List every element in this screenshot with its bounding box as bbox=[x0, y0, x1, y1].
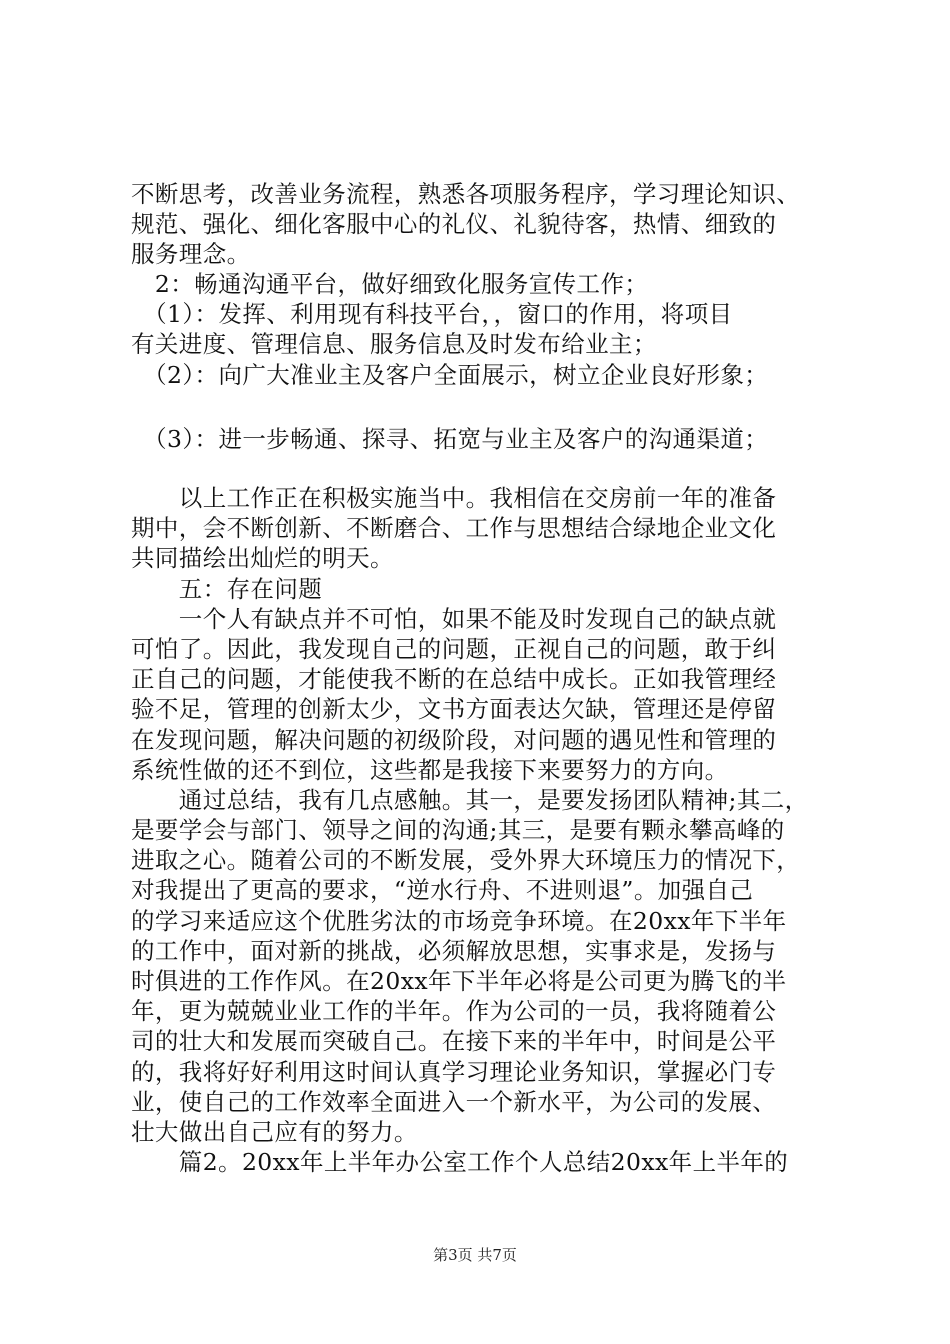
section-heading: 五：存在问题 bbox=[131, 575, 323, 603]
text-line: 壮大做出自己应有的努力。 bbox=[131, 1118, 418, 1146]
text-line: 一个人有缺点并不可怕，如果不能及时发现自己的缺点就 bbox=[131, 605, 777, 633]
page-number-footer: 第3页 共7页 bbox=[433, 1246, 517, 1264]
text-line: 期中，会不断创新、不断磨合、工作与思想结合绿地企业文化 bbox=[131, 514, 777, 542]
text-line: 2：畅通沟通平台，做好细致化服务宣传工作； bbox=[131, 270, 649, 298]
text-line: 时俱进的工作作风。在20xx年下半年必将是公司更为腾飞的半 bbox=[131, 967, 787, 995]
text-line: 系统性做的还不到位，这些都是我接下来要努力的方向。 bbox=[131, 756, 729, 784]
text-line: 司的壮大和发展而突破自己。在接下来的半年中，时间是公平 bbox=[131, 1027, 777, 1055]
text-line: （3）：进一步畅通、探寻、拓宽与业主及客户的沟通渠道； bbox=[131, 425, 769, 453]
text-line: 有关进度、管理信息、服务信息及时发布给业主； bbox=[131, 330, 657, 358]
text-line: 的学习来适应这个优胜劣汰的市场竞争环境。在20xx年下半年 bbox=[131, 907, 787, 935]
text-line: （1）：发挥、利用现有科技平台，，窗口的作用，将项目 bbox=[131, 300, 733, 328]
text-line: 可怕了。因此，我发现自己的问题，正视自己的问题，敢于纠 bbox=[131, 635, 777, 663]
text-line: 通过总结，我有几点感触。其一，是要发扬团队精神;其二， bbox=[131, 786, 809, 814]
text-line: 不断思考，改善业务流程，熟悉各项服务程序，学习理论知识、 bbox=[131, 180, 801, 208]
text-line: 是要学会与部门、领导之间的沟通;其三，是要有颗永攀高峰的 bbox=[131, 816, 785, 844]
text-line: 篇2。20xx年上半年办公室工作个人总结20xx年上半年的 bbox=[131, 1148, 789, 1176]
text-line: （2）：向广大准业主及客户全面展示，树立企业良好形象； bbox=[131, 361, 769, 389]
text-line: 业，使自己的工作效率全面进入一个新水平，为公司的发展、 bbox=[131, 1088, 777, 1116]
text-line: 正自己的问题，才能使我不断的在总结中成长。正如我管理经 bbox=[131, 665, 777, 693]
text-line: 进取之心。随着公司的不断发展，受外界大环境压力的情况下， bbox=[131, 846, 801, 874]
text-line: 验不足，管理的创新太少，文书方面表达欠缺，管理还是停留 bbox=[131, 695, 777, 723]
text-line: 的工作中，面对新的挑战，必须解放思想，实事求是，发扬与 bbox=[131, 937, 777, 965]
text-line: 以上工作正在积极实施当中。我相信在交房前一年的准备 bbox=[131, 484, 777, 512]
text-line: 共同描绘出灿烂的明天。 bbox=[131, 544, 394, 572]
text-line: 在发现问题，解决问题的初级阶段，对问题的遇见性和管理的 bbox=[131, 726, 777, 754]
text-line: 对我提出了更高的要求，“逆水行舟、不进则退”。加强自己 bbox=[131, 876, 754, 904]
text-line: 规范、强化、细化客服中心的礼仪、礼貌待客，热情、细致的 bbox=[131, 210, 777, 238]
text-line: 年，更为兢兢业业工作的半年。作为公司的一员，我将随着公 bbox=[131, 997, 777, 1025]
text-line: 的，我将好好利用这时间认真学习理论业务知识，掌握必门专 bbox=[131, 1058, 777, 1086]
text-line: 服务理念。 bbox=[131, 240, 251, 268]
